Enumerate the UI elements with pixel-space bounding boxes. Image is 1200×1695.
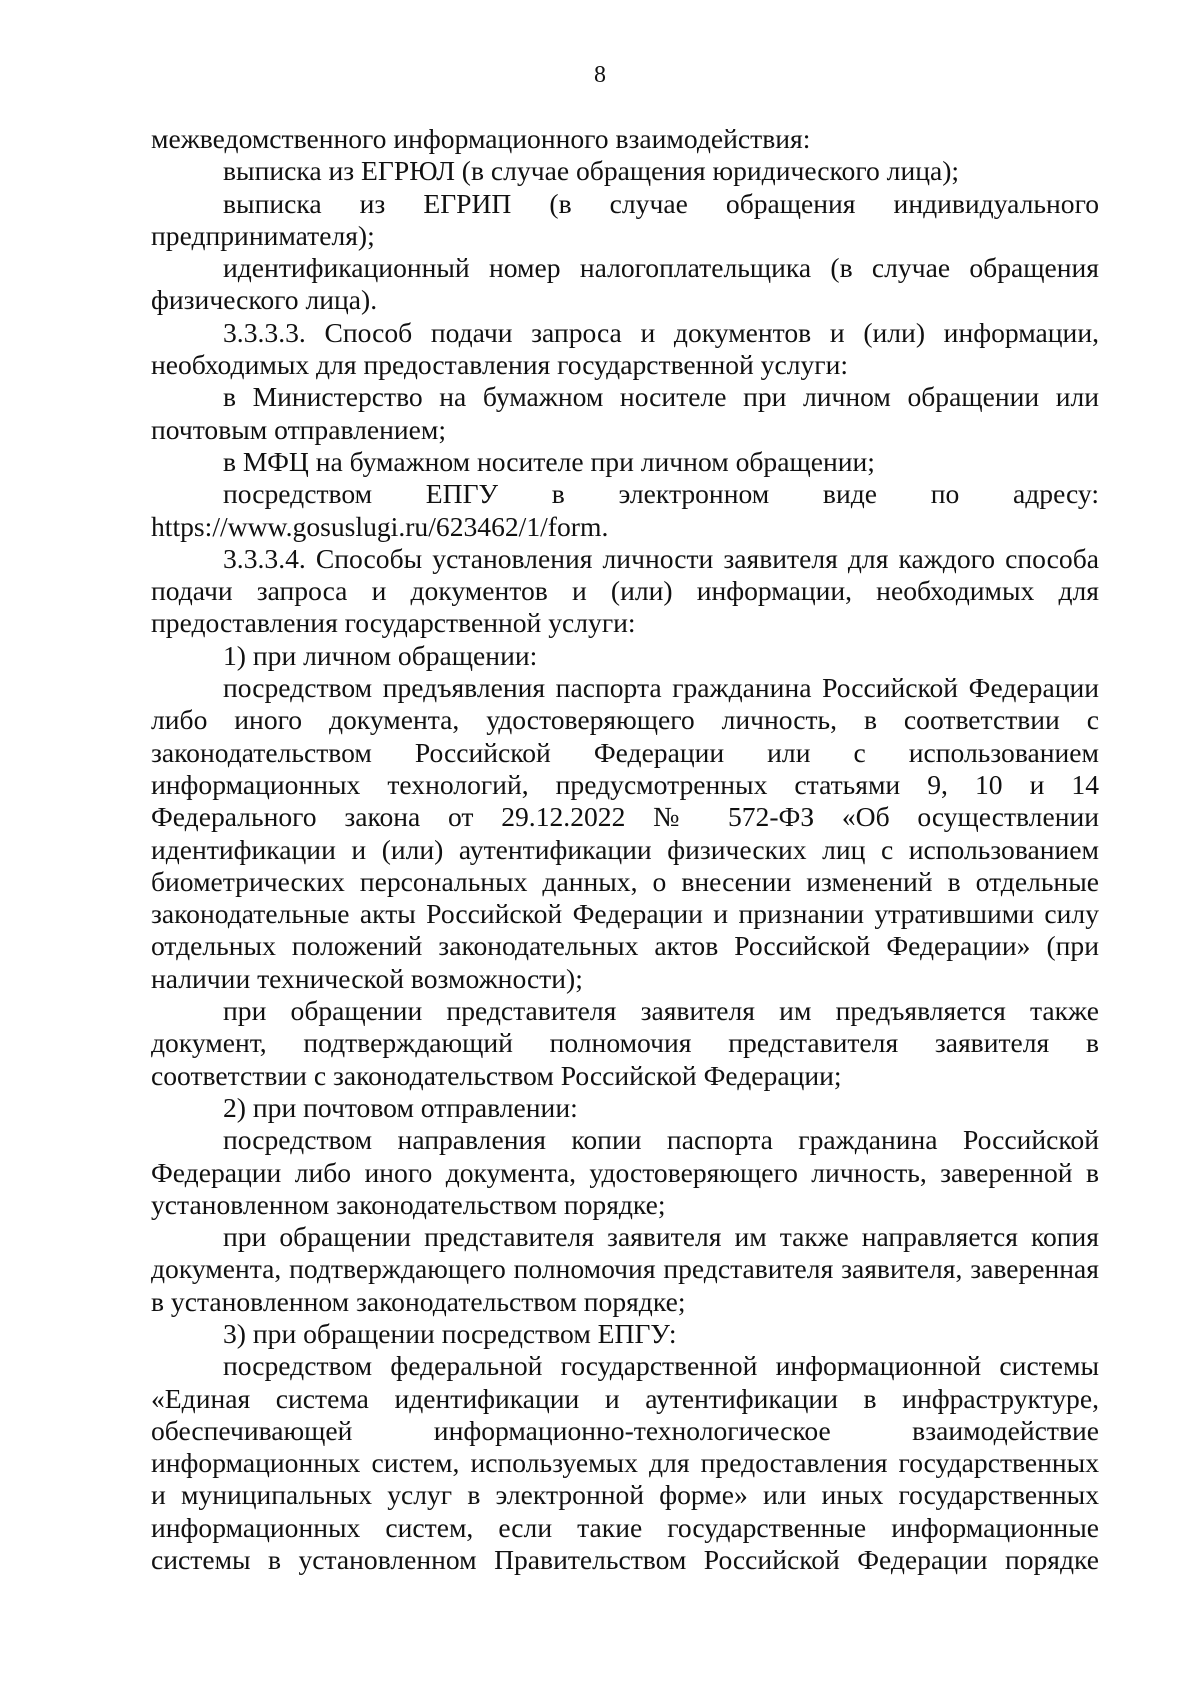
paragraph: при обращении представителя заявителя им также направляется копия документа, подтверждающего полномочия представителя заявителя, заверенная в установленном законодательством порядке; xyxy=(151,1221,1099,1317)
paragraph: 2) при почтовом отправлении: xyxy=(223,1091,578,1123)
paragraph: 3.3.3.3. Способ подачи запроса и документов и (или) информации, необходимых для предоставления государственной услуги: xyxy=(151,316,1099,381)
paragraph: идентификационный номер налогоплательщика (в случае обращения физического лица). xyxy=(151,252,1099,316)
paragraph: 1) при личном обращении: xyxy=(223,639,538,671)
paragraph: выписка из ЕГРИП (в случае обращения индивидуального предпринимателя); xyxy=(151,187,1099,251)
paragraph: выписка из ЕГРЮЛ (в случае обращения юридического лица); xyxy=(223,155,960,187)
paragraph: в МФЦ на бумажном носителе при личном обращении; xyxy=(223,445,875,477)
paragraph: посредством направления копии паспорта гражданина Российской Федерации либо иного документа, удостоверяющего личность, заверенной в установленном законодательством порядке; xyxy=(151,1124,1099,1220)
paragraph: 3.3.3.4. Способы установления личности заявителя для каждого способа подачи запроса и документов и (или) информации, необходимых для предоставления государственной услуги: xyxy=(151,542,1099,639)
paragraph: посредством федеральной государственной информационной системы «Единая система идентификации и аутентификации в инфраструктуре, обеспечивающей информационно-технологическое взаимодействие информационных систем, используемых для предоставления государственных и муниципальных услуг в электронной форме» или иных государственных информационных систем, если такие государственные информационные системы в установленном Правительством Российской Федерации порядке xyxy=(151,1350,1099,1576)
page-number: 8 xyxy=(594,62,606,88)
paragraph: межведомственного информационного взаимодействия: xyxy=(151,123,811,154)
paragraph: в Министерство на бумажном носителе при личном обращении или почтовым отправлением; xyxy=(151,381,1099,445)
document-body xyxy=(151,123,1099,1576)
paragraph: посредством предъявления паспорта гражданина Российской Федерации либо иного документа, удостоверяющего личность, в соответствии с законодательством Российской Федерации или с использованием информационных технологий, предусмотренных статьями 9, 10 и 14 Федерального закона от 29.12.2022 № 572-ФЗ «Об осуществлении идентификации и (или) аутентификации физических лиц с использованием биометрических персональных данных, о внесении изменений в отдельные законодательные акты Российской Федерации и признании утратившими силу отдельных положений законодательных актов Российской Федерации» (при наличии технической возможности); xyxy=(151,672,1099,994)
paragraph: посредством ЕПГУ в электронном виде по адресу: https://www.gosuslugi.ru/623462/1/form. xyxy=(151,478,1099,542)
paragraph: 3) при обращении посредством ЕПГУ: xyxy=(223,1317,677,1349)
paragraph: при обращении представителя заявителя им предъявляется также документ, подтверждающий полномочия представителя заявителя в соответствии с законодательством Российской Федерации; xyxy=(151,995,1099,1091)
